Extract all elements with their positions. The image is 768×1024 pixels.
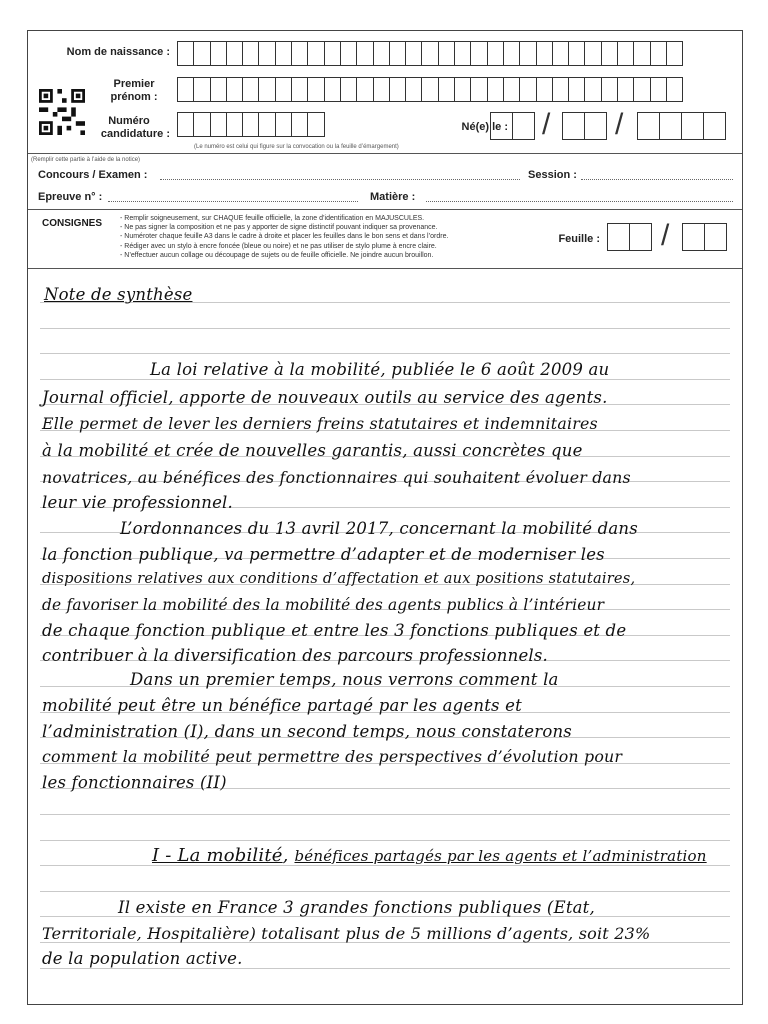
letter-box[interactable] <box>519 77 536 102</box>
birth-year-boxes[interactable] <box>638 112 726 140</box>
letter-box[interactable] <box>373 77 390 102</box>
letter-box[interactable] <box>519 41 536 66</box>
letter-box[interactable] <box>552 77 569 102</box>
handwritten-line: Dans un premier temps, nous verrons comment la <box>130 670 559 689</box>
handwritten-line: de la population active. <box>42 949 243 968</box>
handwritten-line: les fonctionnaires (II) <box>42 773 227 792</box>
letter-box[interactable] <box>193 112 210 137</box>
letter-box[interactable] <box>226 41 243 66</box>
numero-label <box>88 115 170 141</box>
letter-box[interactable] <box>275 41 292 66</box>
letter-box[interactable] <box>258 112 275 137</box>
letter-box[interactable] <box>536 41 553 66</box>
letter-box[interactable] <box>324 77 341 102</box>
remplir-note: (Remplir cette partie à l’aide de la notice) <box>31 157 141 163</box>
handwritten-line: l’administration (I), dans un second temps, nous constaterons <box>42 722 572 741</box>
letter-box[interactable] <box>373 41 390 66</box>
ruled-line <box>40 814 730 815</box>
letter-box[interactable] <box>258 77 275 102</box>
handwritten-line: dispositions relatives aux conditions d’affectation et aux positions statutaires, <box>42 570 636 587</box>
letter-box[interactable] <box>454 77 471 102</box>
letter-box[interactable] <box>258 41 275 66</box>
feuille-label: Feuille : <box>558 233 600 245</box>
letter-box[interactable] <box>356 41 373 66</box>
consignes-list <box>120 214 448 260</box>
letter-box[interactable] <box>291 77 308 102</box>
epreuve-label: Epreuve n° : <box>38 191 103 203</box>
ruled-line <box>40 379 730 380</box>
letter-box[interactable] <box>536 77 553 102</box>
feuille-separator: / <box>661 219 670 252</box>
handwritten-line: leur vie professionnel. <box>42 493 233 512</box>
birth-month-boxes[interactable] <box>563 112 607 140</box>
consigne-item: - Numéroter chaque feuille A3 dans le cadre à droite et placer les feuilles dans le bon sens et dans l’ordre. <box>120 232 448 241</box>
letter-box[interactable] <box>487 77 504 102</box>
handwritten-line: Journal officiel, apporte de nouveaux outils au service des agents. <box>42 388 608 407</box>
heading-number: I - <box>152 845 178 866</box>
letter-box[interactable] <box>633 41 650 66</box>
handwritten-line: Il existe en France 3 grandes fonctions publiques (Etat, <box>118 898 595 917</box>
letter-box[interactable] <box>617 41 634 66</box>
letter-box[interactable] <box>405 41 422 66</box>
heading-part2: bénéfices partagés par les agents et l’administration <box>294 847 707 865</box>
letter-box[interactable] <box>584 41 601 66</box>
ruled-line <box>40 840 730 841</box>
letter-box[interactable] <box>193 77 210 102</box>
letter-box[interactable] <box>470 41 487 66</box>
letter-box[interactable] <box>291 112 308 137</box>
prenom-boxes[interactable] <box>178 77 683 102</box>
handwritten-line: comment la mobilité peut permettre des perspectives d’évolution pour <box>42 747 623 766</box>
letter-box[interactable] <box>470 77 487 102</box>
letter-box[interactable] <box>226 77 243 102</box>
letter-box[interactable] <box>568 41 585 66</box>
letter-box[interactable] <box>584 77 601 102</box>
letter-box[interactable] <box>242 77 259 102</box>
qr-code-icon <box>39 89 85 135</box>
letter-box[interactable] <box>405 77 422 102</box>
letter-box[interactable] <box>177 41 194 66</box>
handwritten-line: L’ordonnances du 13 avril 2017, concernant la mobilité dans <box>120 519 638 538</box>
letter-box[interactable] <box>617 77 634 102</box>
letter-box[interactable] <box>340 41 357 66</box>
handwritten-line: de favoriser la mobilité des la mobilité des agents publics à l’intérieur <box>42 596 605 614</box>
letter-box[interactable] <box>454 41 471 66</box>
concours-label: Concours / Examen : <box>38 169 148 181</box>
handwritten-line: la fonction publique, va permettre d’adapter et de moderniser les <box>42 545 605 564</box>
consigne-item: - N’effectuer aucun collage ou découpage de sujets ou de feuille officielle. Ne joindre aucun brouillon. <box>120 251 448 260</box>
handwritten-line: La loi relative à la mobilité, publiée le 6 août 2009 au <box>150 360 610 379</box>
letter-box[interactable] <box>210 112 227 137</box>
ruled-line <box>40 353 730 354</box>
prenom-label-line1: Premier <box>113 78 155 90</box>
letter-box[interactable] <box>633 77 650 102</box>
letter-box[interactable] <box>307 77 324 102</box>
handwritten-line: novatrices, au bénéfices des fonctionnaires qui souhaitent évoluer dans <box>42 468 631 487</box>
letter-box[interactable] <box>226 112 243 137</box>
letter-box[interactable] <box>340 77 357 102</box>
consigne-item: - Ne pas signer la composition et ne pas y apporter de signe distinctif pouvant indiquer sa provenance. <box>120 223 448 232</box>
numero-boxes[interactable] <box>178 112 325 137</box>
letter-box[interactable] <box>503 77 520 102</box>
numero-label-line2: candidature : <box>100 128 170 140</box>
letter-box[interactable] <box>356 77 373 102</box>
handwritten-line: contribuer à la diversification des parcours professionnels. <box>42 646 548 665</box>
numero-note: (Le numéro est celui qui figure sur la convocation ou la feuille d’émargement) <box>194 144 399 150</box>
date-separator: / <box>542 108 551 141</box>
ruled-line <box>40 891 730 892</box>
letter-box[interactable] <box>568 77 585 102</box>
concours-field[interactable] <box>160 179 520 180</box>
letter-box[interactable] <box>177 112 194 137</box>
divider <box>28 209 742 210</box>
birth-day-boxes[interactable] <box>491 112 535 140</box>
letter-box[interactable] <box>389 41 406 66</box>
handwritten-line: Elle permet de lever les derniers freins statutaires et indemnitaires <box>42 414 598 433</box>
letter-box[interactable] <box>193 41 210 66</box>
letter-box[interactable] <box>291 41 308 66</box>
letter-box[interactable] <box>552 41 569 66</box>
letter-box[interactable] <box>389 77 406 102</box>
heading-separator: , <box>282 845 295 866</box>
matiere-label: Matière : <box>370 191 416 203</box>
letter-box[interactable] <box>438 41 455 66</box>
birthdate-label: Né(e) le : <box>461 121 508 133</box>
session-field[interactable] <box>581 179 733 180</box>
letter-box[interactable] <box>503 41 520 66</box>
date-separator: / <box>615 108 624 141</box>
feuille-total-boxes[interactable] <box>683 223 727 251</box>
letter-box[interactable] <box>650 41 667 66</box>
letter-box[interactable] <box>421 77 438 102</box>
letter-box[interactable] <box>210 41 227 66</box>
letter-box[interactable] <box>242 41 259 66</box>
handwritten-line: mobilité peut être un bénéfice partagé par les agents et <box>42 696 522 715</box>
ruled-line <box>40 968 730 969</box>
feuille-number-boxes[interactable] <box>608 223 652 251</box>
handwritten-line: de chaque fonction publique et entre les 3 fonctions publiques et de <box>42 621 627 640</box>
handwritten-line: Territoriale, Hospitalière) totalisant plus de 5 millions d’agents, soit 23% <box>42 924 651 943</box>
handwritten-line: à la mobilité et crée de nouvelles garantis, aussi concrètes que <box>42 441 583 460</box>
letter-box[interactable] <box>177 77 194 102</box>
consigne-item: - Remplir soigneusement, sur CHAQUE feuille officielle, la zone d’identification en MAJUSCULES. <box>120 214 448 223</box>
letter-box[interactable] <box>307 112 324 137</box>
prenom-label <box>98 78 170 104</box>
letter-box[interactable] <box>242 112 259 137</box>
letter-box[interactable] <box>275 112 292 137</box>
nom-label: Nom de naissance : <box>66 46 170 58</box>
consigne-item: - Rédiger avec un stylo à encre foncée (bleue ou noire) et ne pas utiliser de stylo plume à encre claire. <box>120 242 448 251</box>
heading-part1: La mobilité <box>177 845 283 866</box>
letter-box[interactable] <box>307 41 324 66</box>
session-label: Session : <box>528 169 577 181</box>
letter-box[interactable] <box>650 77 667 102</box>
matiere-field[interactable] <box>426 201 733 202</box>
letter-box[interactable] <box>487 41 504 66</box>
handwritten-title: Note de synthèse <box>44 285 193 304</box>
letter-box[interactable] <box>210 77 227 102</box>
numero-label-line1: Numéro <box>108 115 150 127</box>
divider <box>28 268 742 269</box>
letter-box[interactable] <box>324 41 341 66</box>
letter-box[interactable] <box>601 41 618 66</box>
consignes-label: CONSIGNES <box>42 218 103 229</box>
letter-box[interactable] <box>275 77 292 102</box>
letter-box[interactable] <box>666 41 683 66</box>
epreuve-field[interactable] <box>108 201 358 202</box>
ruled-line <box>40 328 730 329</box>
letter-box[interactable] <box>421 41 438 66</box>
prenom-label-line2: prénom : <box>110 91 158 103</box>
letter-box[interactable] <box>666 77 683 102</box>
divider <box>28 153 742 154</box>
handwritten-section-heading <box>152 845 707 866</box>
letter-box[interactable] <box>601 77 618 102</box>
nom-boxes[interactable] <box>178 41 683 66</box>
letter-box[interactable] <box>438 77 455 102</box>
